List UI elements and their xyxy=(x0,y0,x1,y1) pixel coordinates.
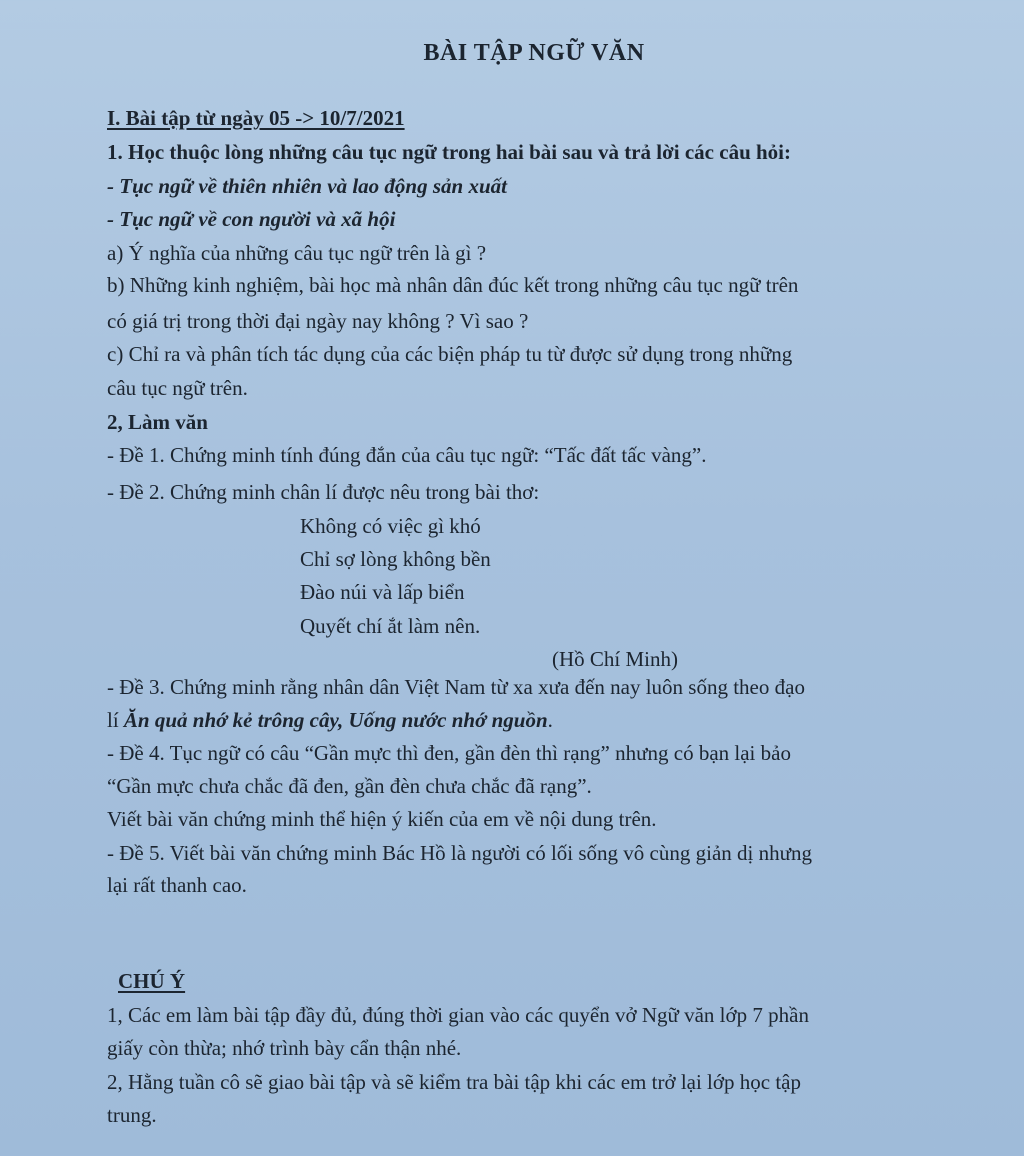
note-heading: CHÚ Ý xyxy=(118,969,186,993)
essay-de1: - Đề 1. Chứng minh tính đúng đắn của câu tục ngữ: “Tấc đất tấc vàng”. xyxy=(107,443,707,467)
essay-de3-line1: - Đề 3. Chứng minh rằng nhân dân Việt Nam từ xa xưa đến nay luôn sống theo đạo xyxy=(107,675,805,699)
note-item1-line1: 1, Các em làm bài tập đầy đủ, đúng thời gian vào các quyển vở Ngữ văn lớp 7 phần xyxy=(107,1003,809,1027)
section1-heading: I. Bài tập từ ngày 05 -> 10/7/2021 xyxy=(107,106,405,130)
essay-de3-prefix: lí xyxy=(107,708,124,732)
poem-author: (Hồ Chí Minh) xyxy=(552,647,678,671)
poem-line: Không có việc gì khó xyxy=(300,514,481,538)
lesson-nature: - Tục ngữ về thiên nhiên và lao động sản xuất xyxy=(107,174,507,198)
essay-de3-emphasis: Ăn quả nhớ kẻ trông cây, Uống nước nhớ nguồn xyxy=(123,708,548,732)
poem-line: Đào núi và lấp biển xyxy=(300,580,465,604)
essay-de5-line2: lại rất thanh cao. xyxy=(107,873,247,897)
essay-de3-suffix: . xyxy=(547,708,553,732)
note-item1-line2: giấy còn thừa; nhớ trình bày cẩn thận nhé. xyxy=(107,1036,462,1060)
poem-line: Chỉ sợ lòng không bền xyxy=(300,547,491,571)
question-c-line2: câu tục ngữ trên. xyxy=(107,376,248,400)
page-title: BÀI TẬP NGỮ VĂN xyxy=(423,40,645,66)
note-item2-line1: 2, Hằng tuần cô sẽ giao bài tập và sẽ kiểm tra bài tập khi các em trở lại lớp học tập xyxy=(107,1070,801,1094)
note-item2-line2: trung. xyxy=(107,1103,157,1127)
essay-de2: - Đề 2. Chứng minh chân lí được nêu trong bài thơ: xyxy=(107,480,540,504)
essay-de4-line2: “Gần mực chưa chắc đã đen, gần đèn chưa chắc đã rạng”. xyxy=(107,774,592,798)
poem-line: Quyết chí ắt làm nên. xyxy=(300,614,481,638)
question-a: a) Ý nghĩa của những câu tục ngữ trên là gì ? xyxy=(107,241,487,265)
essay-de4-line1: - Đề 4. Tục ngữ có câu “Gần mực thì đen, gần đèn thì rạng” nhưng có bạn lại bảo xyxy=(107,741,791,765)
essay-de5-line1: - Đề 5. Viết bài văn chứng minh Bác Hồ là người có lối sống vô cùng giản dị nhưng xyxy=(107,841,812,865)
essay-de4-line3: Viết bài văn chứng minh thể hiện ý kiến của em về nội dung trên. xyxy=(107,807,657,831)
lesson-society: - Tục ngữ về con người và xã hội xyxy=(107,207,396,231)
question-b-line1: b) Những kinh nghiệm, bài học mà nhân dân đúc kết trong những câu tục ngữ trên xyxy=(107,273,799,297)
question-b-line2: có giá trị trong thời đại ngày nay không ? Vì sao ? xyxy=(107,309,529,333)
question-c-line1: c) Chỉ ra và phân tích tác dụng của các biện pháp tu từ được sử dụng trong những xyxy=(107,342,793,366)
task2-heading: 2, Làm văn xyxy=(107,410,208,434)
task1-heading: 1. Học thuộc lòng những câu tục ngữ trong hai bài sau và trả lời các câu hỏi: xyxy=(107,140,792,164)
essay-de3-line2 xyxy=(107,706,553,734)
